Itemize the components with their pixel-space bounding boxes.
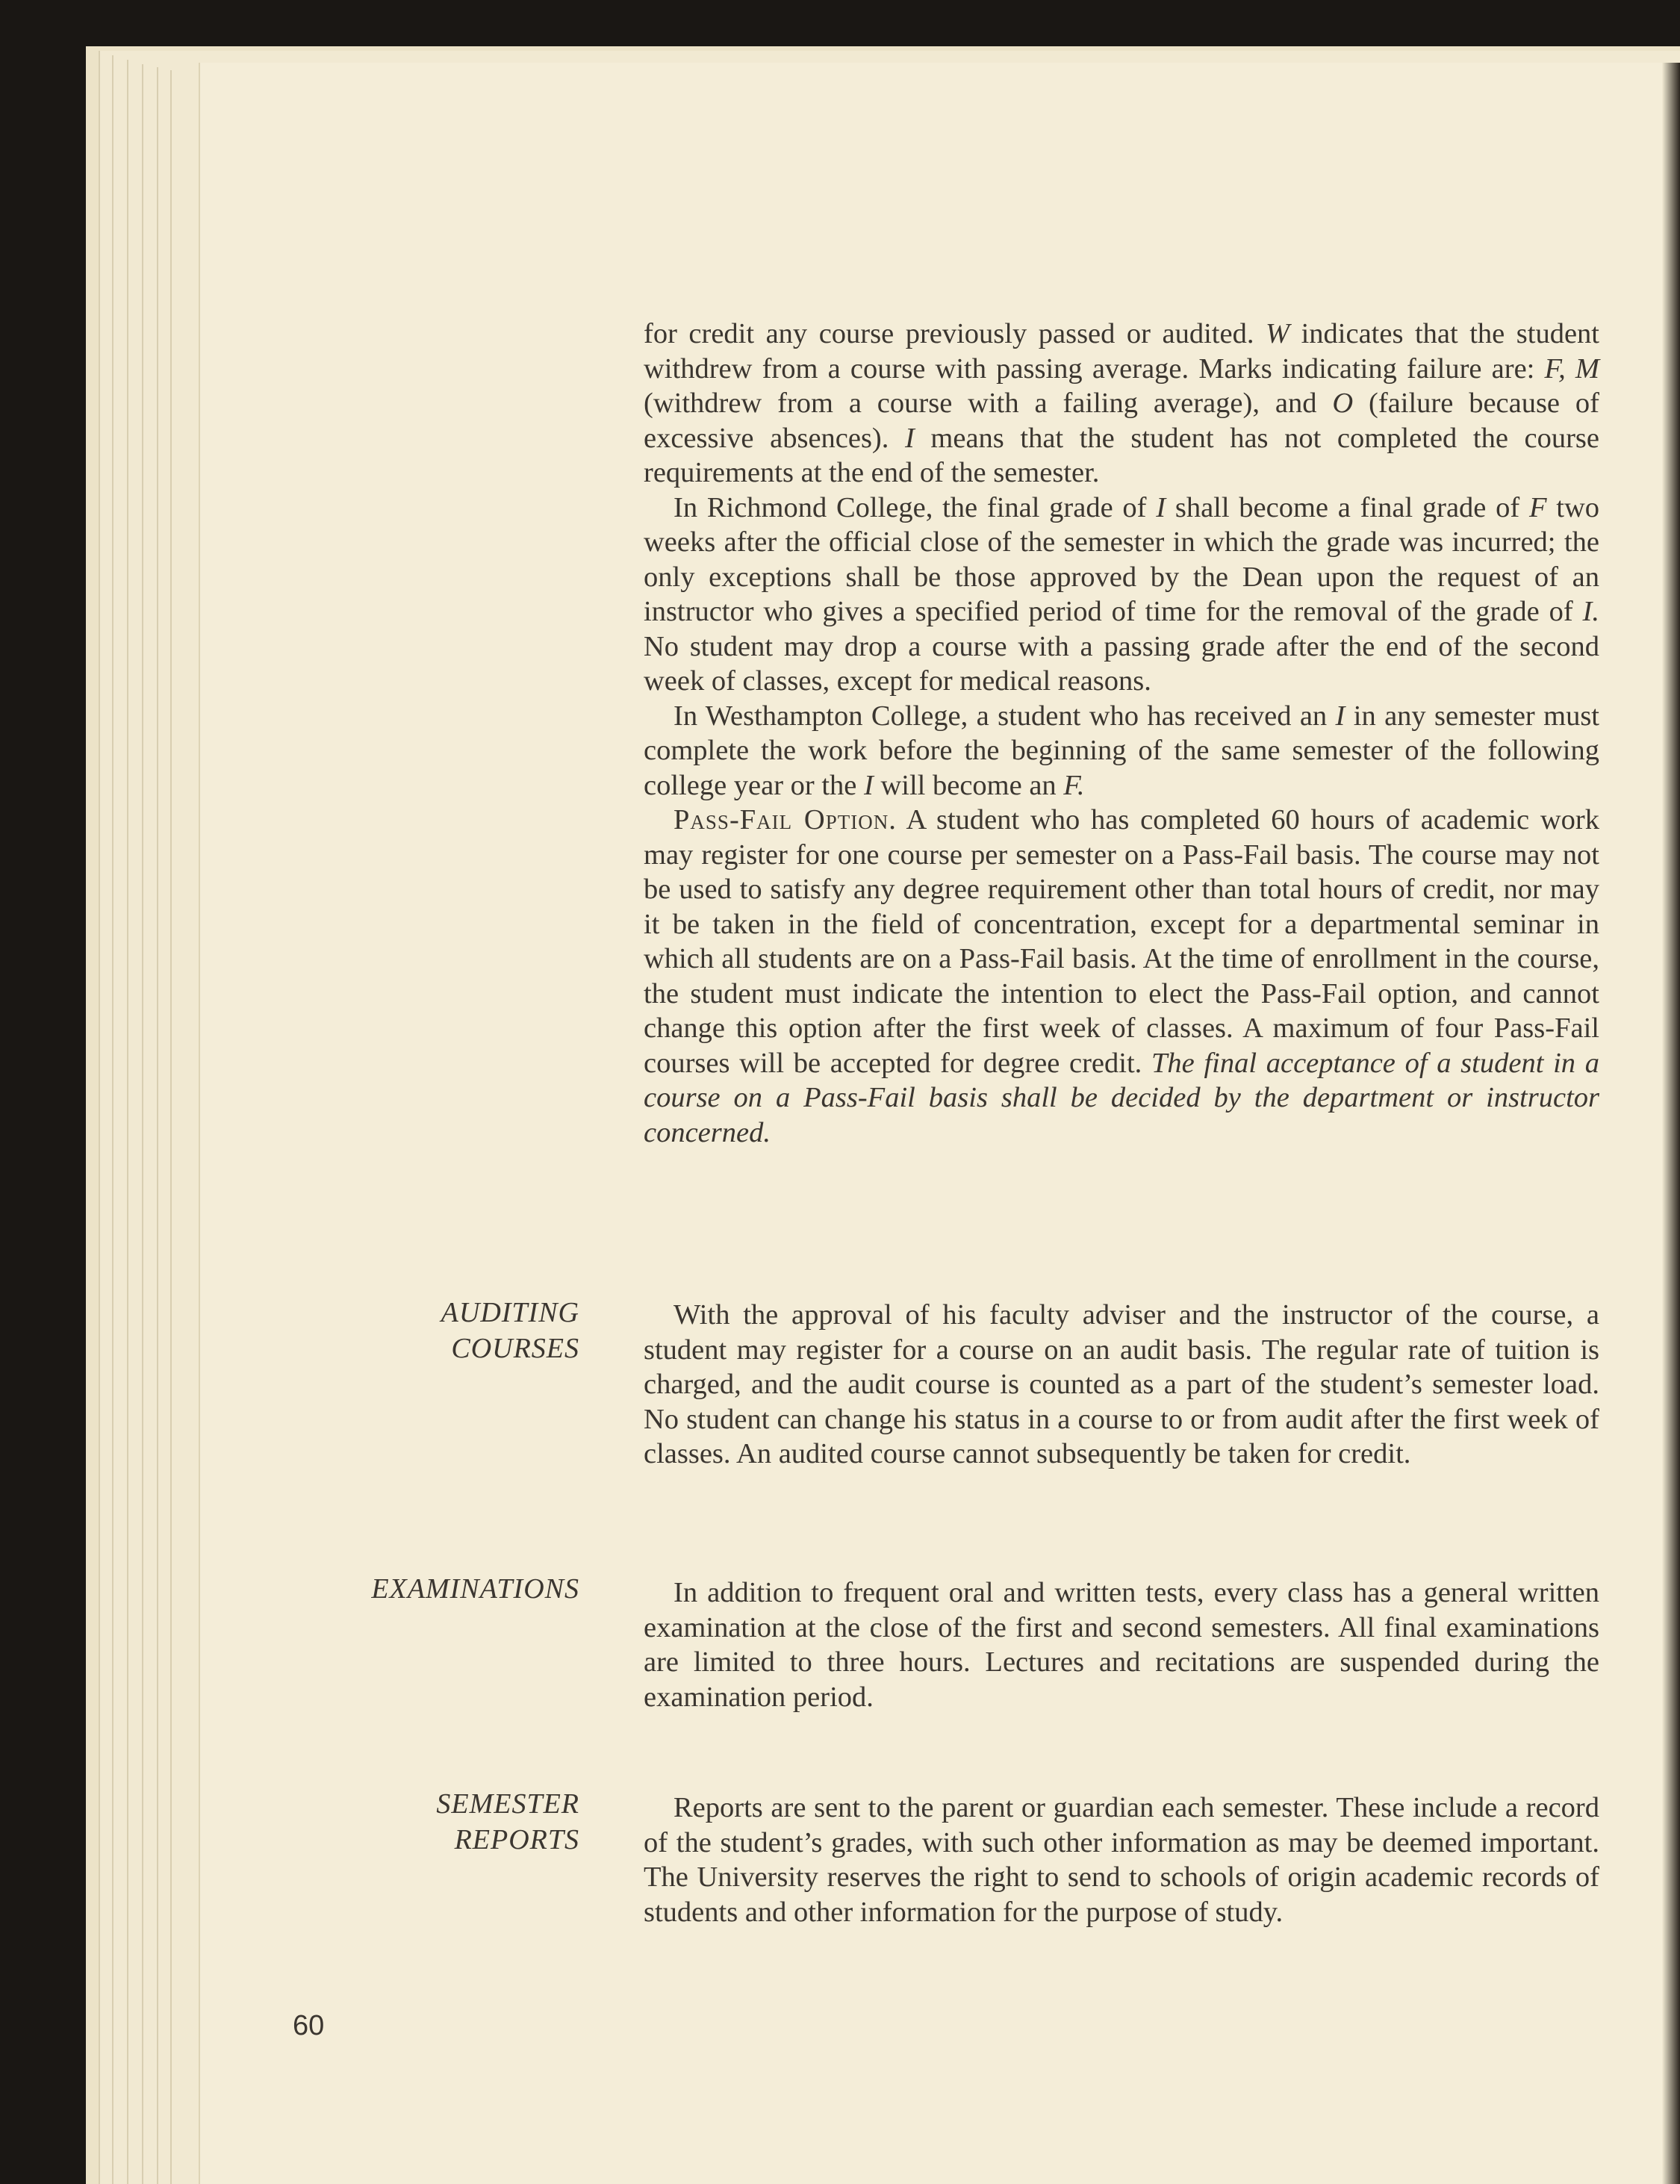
pass-fail-heading: Pass-Fail Option. <box>673 804 897 836</box>
text-run: W <box>1266 318 1290 349</box>
text-run: O <box>1332 388 1354 419</box>
text-run: In Westhampton College, a student who has received an <box>673 700 1336 732</box>
examinations-text <box>644 1575 1599 1714</box>
reports-paragraph: Reports are sent to the parent or guardian each semester. These include a record of the student’s grades, with such other information as may be deemed important. The University reserves the right to send to schools of origin academic records of students and other information for the purpose of study. <box>644 1792 1599 1928</box>
text-run: F <box>1528 491 1547 523</box>
examinations-paragraph: In addition to frequent oral and written tests, every class has a general written examination at the close of the first and second semesters. All final examinations are limited to three hours. Lectures and recitations are suspended during the examination period. <box>644 1577 1599 1713</box>
auditing-courses-heading <box>314 1295 579 1366</box>
text-run: will become an <box>873 769 1064 801</box>
semester-reports-heading <box>314 1786 579 1858</box>
text-run: (failure because of excessive absences). <box>644 388 1599 454</box>
heading-line: COURSES <box>451 1333 579 1364</box>
text-run: in any semester must complete the work before the beginning of the same semester of the following college year or the <box>644 700 1599 801</box>
text-run: No student may drop a course with a passing grade after the end of the second week of classes, except for medical reasons. <box>644 630 1599 697</box>
pass-fail-paragraph <box>644 803 1599 1150</box>
examinations-heading <box>314 1571 579 1607</box>
westhampton-paragraph <box>644 699 1599 803</box>
heading-line: AUDITING <box>441 1297 579 1328</box>
text-run: A student who has completed 60 hours of academic work may register for one course per semester on a Pass-Fail basis. The course may not be used to satisfy any degree requirement other than total hours of credit, nor may it be taken in the field of concentration, except for a departmental seminar in which all students are on a Pass-Fail basis. At the time of enrollment in the course, the student must indicate the intention to elect the Pass-Fail option, and cannot change this option after the first week of classes. A maximum of four Pass-Fail courses will be accepted for degree credit. <box>644 804 1599 1079</box>
grading-text-block <box>644 317 1599 1150</box>
auditing-paragraph: With the approval of his faculty adviser and the instructor of the course, a student may register for a course on an audit basis. The regular rate of tuition is charged, and the audit course is counted as a part of the student’s semester load. No student can change his status in a course to or from audit after the first week of classes. An audited course cannot subsequently be taken for credit. <box>644 1299 1599 1469</box>
text-run: indicates that the student withdrew from a course with passing average. Marks indicating failure are: <box>644 318 1599 385</box>
text-run: I. <box>1582 596 1599 627</box>
text-run: F. <box>1063 769 1085 801</box>
text-run: I <box>1156 491 1166 523</box>
text-run: F, M <box>1544 352 1599 385</box>
text-run: I <box>864 769 874 801</box>
page-number: 60 <box>293 2010 325 2041</box>
text-run: shall become a final grade of <box>1166 491 1529 523</box>
grade-marks-paragraph <box>644 317 1599 491</box>
heading-line: REPORTS <box>454 1824 579 1855</box>
text-run: I <box>1335 700 1345 732</box>
heading-line: EXAMINATIONS <box>371 1573 579 1605</box>
auditing-courses-text <box>644 1298 1599 1472</box>
semester-reports-text <box>644 1791 1599 1929</box>
richmond-paragraph <box>644 491 1599 699</box>
text-run: (withdrew from a course with a failing average), and <box>644 388 1333 419</box>
text-run: In Richmond College, the final grade of <box>673 491 1157 523</box>
text-run: I <box>905 422 915 454</box>
text-run: for credit any course previously passed or audited. <box>644 318 1266 349</box>
text-run: means that the student has not completed the course requirements at the end of the semester. <box>644 422 1599 488</box>
text-run: two weeks after the official close of the semester in which the grade was incurred; the only exceptions shall be those approved by the Dean upon the request of an instructor who gives a specified period of time for the removal of the grade of <box>644 491 1600 627</box>
heading-line: SEMESTER <box>436 1788 579 1820</box>
text-run: The final acceptance of a student in a course on a Pass-Fail basis shall be decided by the department or instructor concerned. <box>644 1047 1599 1148</box>
binding-shadow <box>1662 63 1680 2184</box>
